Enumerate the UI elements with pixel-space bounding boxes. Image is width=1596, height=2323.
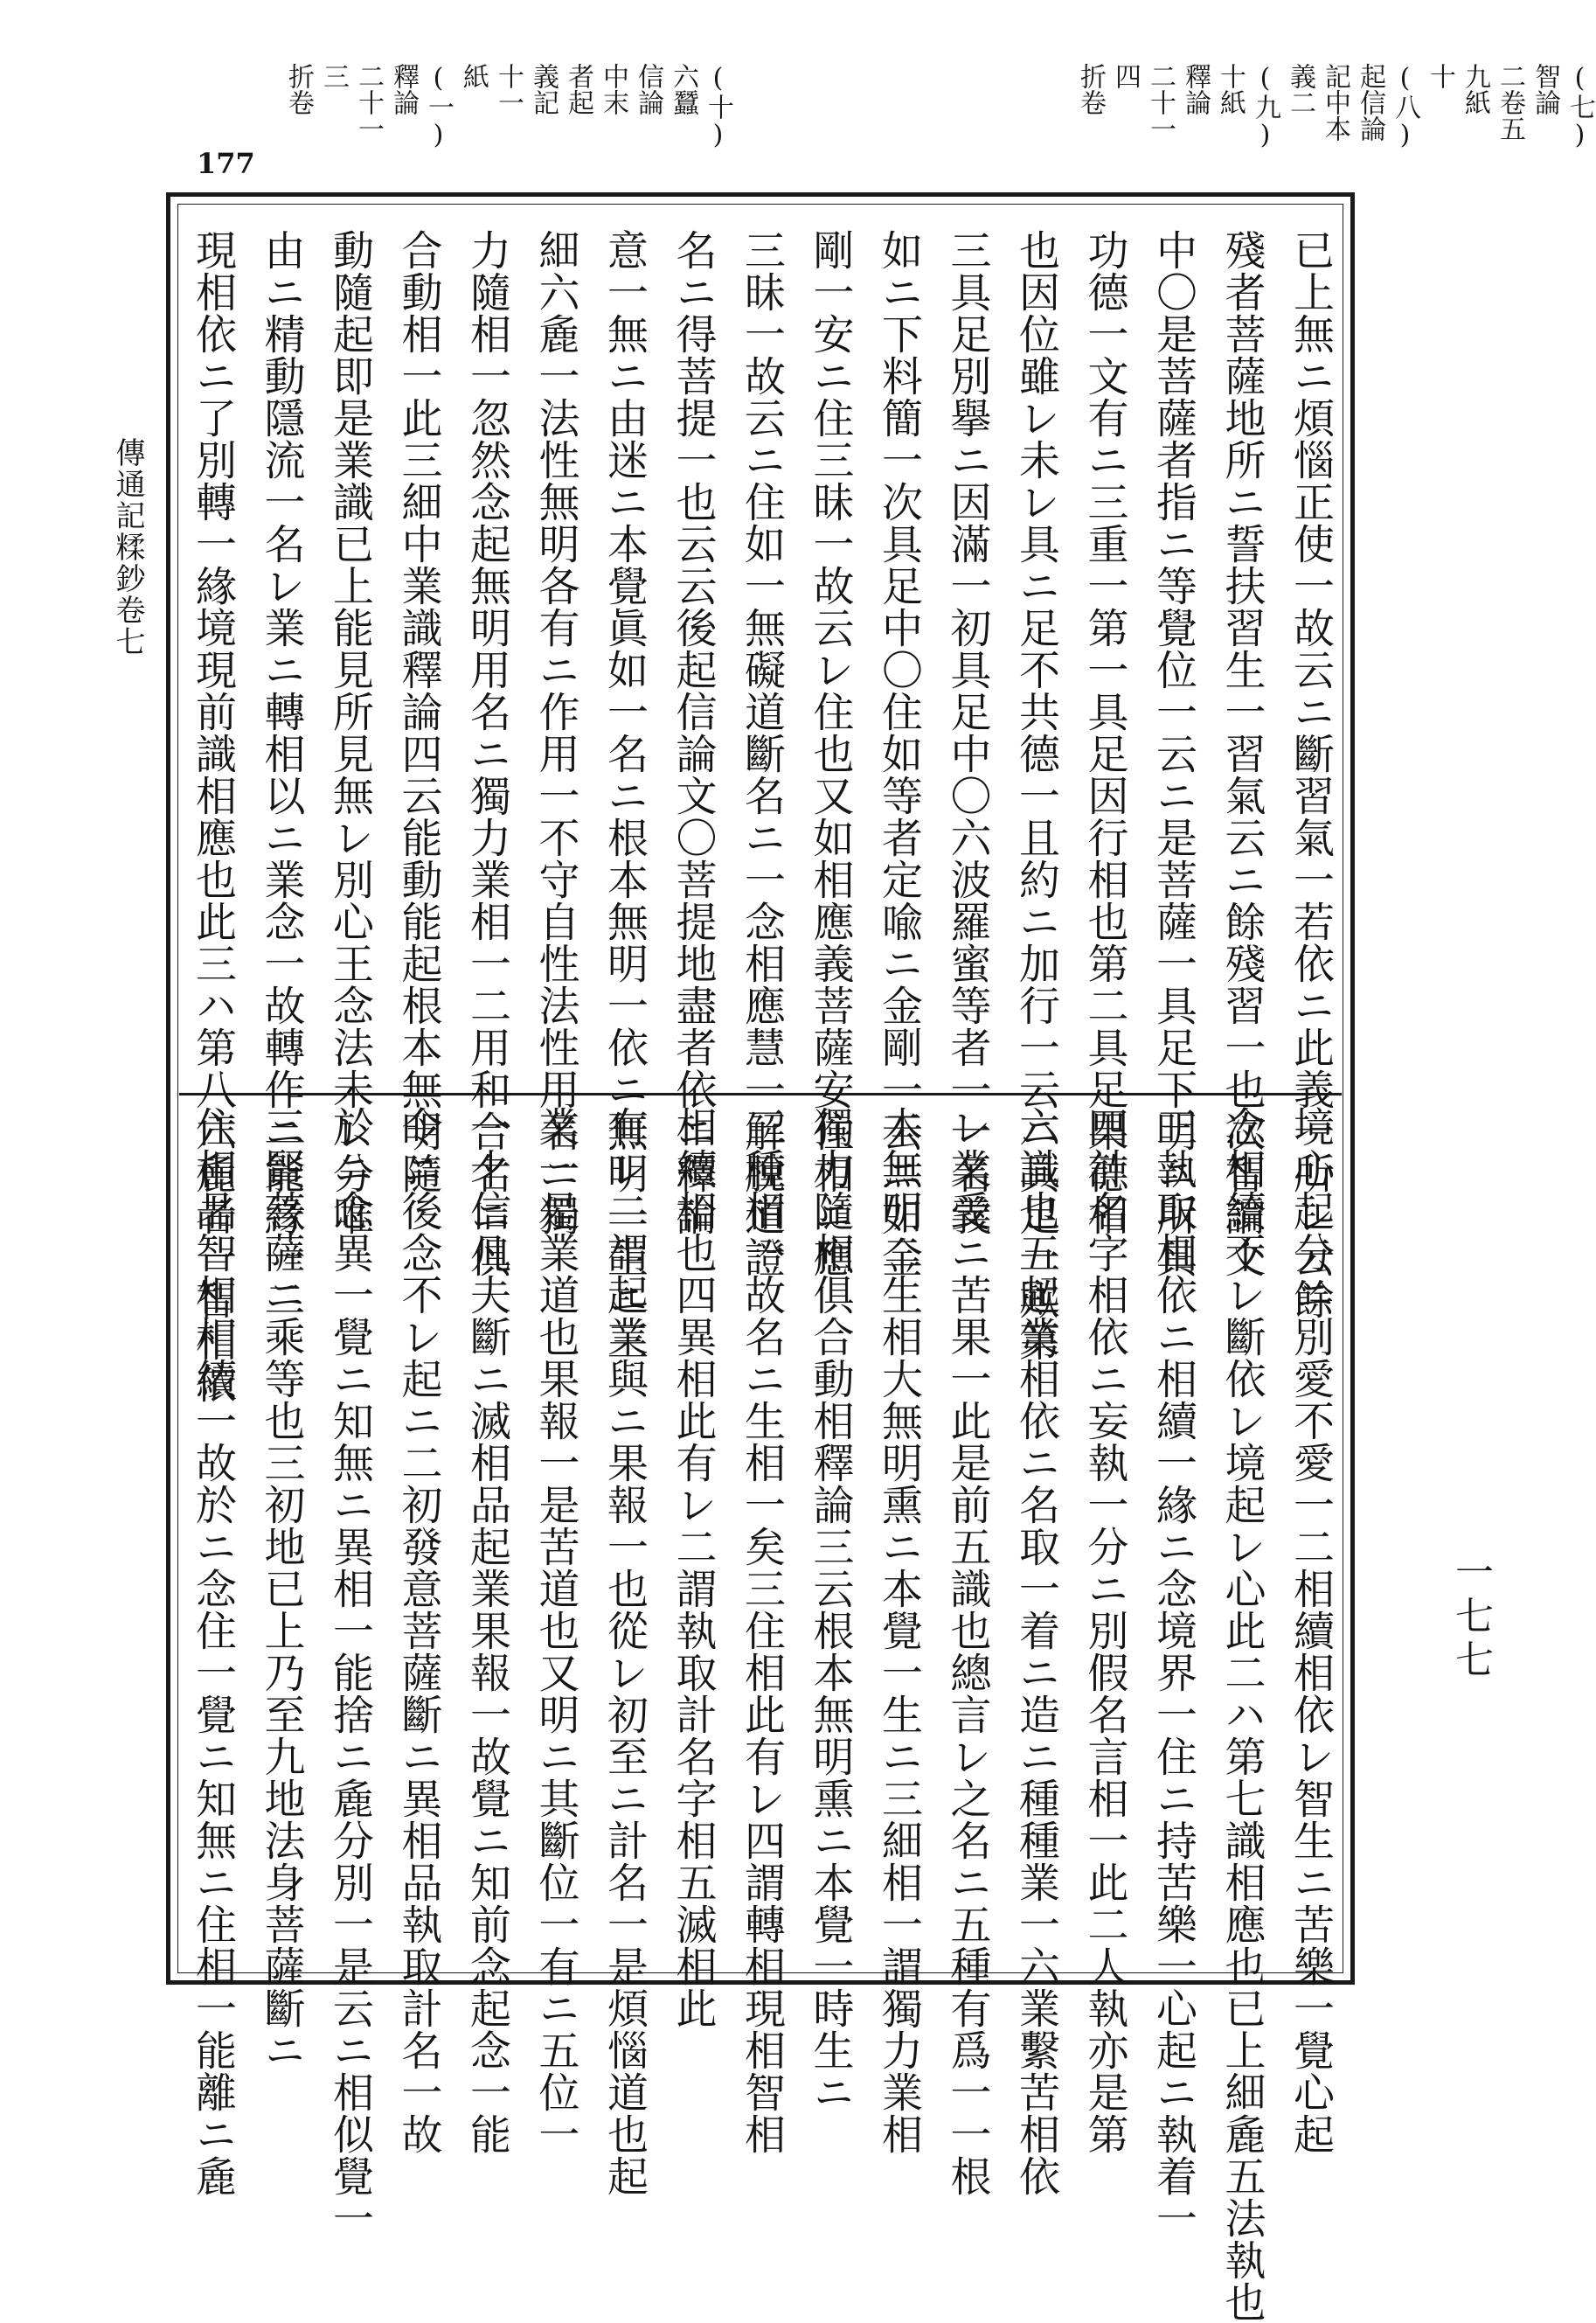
annotation-line: 九紙 [1460, 63, 1490, 115]
text-column: 六識也五起業相依ニ名取一着ニ造ニ種種業一六業繫苦相依 [1012, 1106, 1060, 2197]
text-column: 三賢菩薩ニ乘等也三初地已上乃至九地法身菩薩斷ニ [257, 1106, 306, 2071]
text-column: 功德一文有ニ三重一第一具足因行相也第二具足果德相 [1080, 229, 1129, 1236]
annotation-line: 二十一 [1145, 63, 1176, 142]
annotation-line: (八) [1390, 63, 1420, 150]
text-column: 住相品智相相續一故於ニ念住一覺ニ知無ニ住相一能離ニ麁 [189, 1106, 237, 2197]
text-column: 境心起分ニ別愛不愛一二相續相依レ智生ニ苦樂一覺心起 [1287, 1106, 1335, 2155]
text-column: 剛一安ニ住三昧一故云レ住也又如相應義菩薩安住相ニ應 [806, 229, 855, 1278]
annotation-line: 四 [1110, 63, 1141, 89]
annotation-line: 者起 [563, 63, 593, 115]
annotation-line: 起信論 [1355, 63, 1385, 142]
folio-number: 177 [197, 147, 255, 180]
text-column: 動隨起即是業識已上能見所見無レ別心王念法未レ分唯 [326, 229, 374, 1236]
text-column: 本無明二生相大無明熏ニ本覺一生ニ三細相一謂獨力業相 [875, 1106, 923, 2155]
annotation-line: 十 [1425, 63, 1455, 89]
annotation-line: (九) [1250, 63, 1280, 150]
annotation-line: (一) [423, 63, 454, 150]
text-column: 三昧一故云ニ住如一無礙道斷名ニ一念相應慧一解脫道證 [738, 229, 786, 1278]
top-annotations-left [281, 63, 734, 194]
text-column: レ業受ニ苦果一此是前五識也總言レ之名ニ五種有爲一一根 [943, 1106, 992, 2197]
top-annotations-right [1073, 63, 1596, 194]
text-column: 三具足別擧ニ因滿一初具足中〇六波羅蜜等者一一名義 [943, 229, 992, 1236]
annotation-line: 十一 [493, 63, 524, 115]
text-column: 三種相一故名ニ生相一矣三住相此有レ四謂轉相現相智相 [738, 1106, 786, 2155]
annotation-line: 折卷 [283, 63, 314, 115]
text-column: 於ニ念異一覺ニ知無ニ異相一能捨ニ麁分別一是云ニ相似覺一 [326, 1106, 374, 2239]
text-column: 力隨相一忽然念起無明用名ニ獨力業相一二用和合名ニ俱 [463, 229, 511, 1278]
annotation-line: 紙 [458, 63, 489, 89]
text-column: 已上無ニ煩惱正使一故云ニ斷習氣一若依ニ此義一所レ云餘 [1287, 229, 1335, 1320]
annotation-line: 二十一 [353, 63, 384, 142]
text-column: 念相續不レ斷依レ境起レ心此二ハ第七識相應也已上細麁五法執也 [1218, 1106, 1266, 2323]
text-column: 相續相也四異相此有レ二謂執取計名字相五滅相此 [669, 1106, 718, 2029]
text-column: 殘者菩薩地所ニ誓扶習生一習氣云ニ餘殘習一也次智論文 [1218, 229, 1266, 1278]
text-column: 一十信凡夫斷ニ滅相品起業果報一故覺ニ知前念起念一能 [463, 1106, 511, 2155]
text-column: 也因位雖レ未レ具ニ足不共德一且約ニ加行一云ニ具足一歟第 [1012, 229, 1060, 1362]
book-title: 傳通記糅鈔卷七 [110, 437, 145, 657]
text-column: 令ニ後念不レ起ニ二初發意菩薩斷ニ異相品執取計名一故 [394, 1106, 443, 2155]
annotation-line: 記中本 [1320, 63, 1350, 142]
page-number: 一七七 [1448, 1552, 1493, 1683]
annotation-line: (十) [703, 63, 733, 150]
annotation-line: 十紙 [1215, 63, 1246, 115]
annotation-line: 中末 [598, 63, 628, 115]
text-column: 有レ二謂起業與ニ果報一也從レ初至ニ計名一是煩惱道也起 [600, 1106, 649, 2197]
annotation-line: 折卷 [1075, 63, 1106, 115]
annotation-line: 二卷五 [1495, 63, 1525, 142]
text-column: 名ニ得菩提一也云云後起信論文〇菩提地盡者依ニ釋論 [669, 229, 718, 1236]
text-column: 意一無ニ由迷ニ本覺眞如一名ニ根本無明一依ニ無明一生ニ三 [600, 229, 649, 1362]
annotation-line: 信論 [633, 63, 663, 115]
annotation-line: 六蠶 [668, 63, 698, 115]
lower-text-block [188, 1106, 1335, 2323]
upper-text-block [188, 229, 1335, 1404]
annotation-line: 義記 [528, 63, 559, 115]
text-column: 中〇是菩薩者指ニ等覺位一云ニ是菩薩一具足下明ニ所具 [1149, 229, 1197, 1278]
text-column: 細六麁一法性無明各有ニ作用一不守自性法性用名ニ獨 [531, 229, 580, 1236]
text-column: 獨力隨相俱合動相釋論三云根本無明熏ニ本覺一時生ニ [806, 1106, 855, 2113]
text-column: 現相依ニ了別轉一緣境現前識相應也此三ハ第八六麁者一智相依 [189, 229, 237, 1404]
text-column: 四計名字相依ニ妄執一分ニ別假名言相一此二人執亦是第 [1080, 1106, 1129, 2155]
annotation-line: (七) [1565, 63, 1595, 150]
text-column: 業一是業道也果報一是苦道也又明ニ其斷位一有ニ五位一 [531, 1106, 580, 2155]
text-column: 由ニ精動隱流一名レ業ニ轉相以ニ業念一故轉作ニ能緣一二 [257, 229, 306, 1320]
annotation-line: 智論 [1530, 63, 1560, 115]
annotation-line: 三 [318, 63, 349, 89]
text-column: 如ニ下料簡一次具足中〇住如等者定喩ニ金剛一云ニ如金 [875, 229, 923, 1278]
annotation-line: 釋論 [388, 63, 419, 115]
annotation-line: 釋論 [1180, 63, 1211, 115]
text-column: 合動相一此三細中業識釋論四云能動能起根本無明隨 [394, 229, 443, 1194]
text-column: 三執取相依ニ相續一緣ニ念境界一住ニ持苦樂一心起ニ執着一 [1149, 1106, 1197, 2239]
annotation-line: 義二 [1285, 63, 1315, 115]
